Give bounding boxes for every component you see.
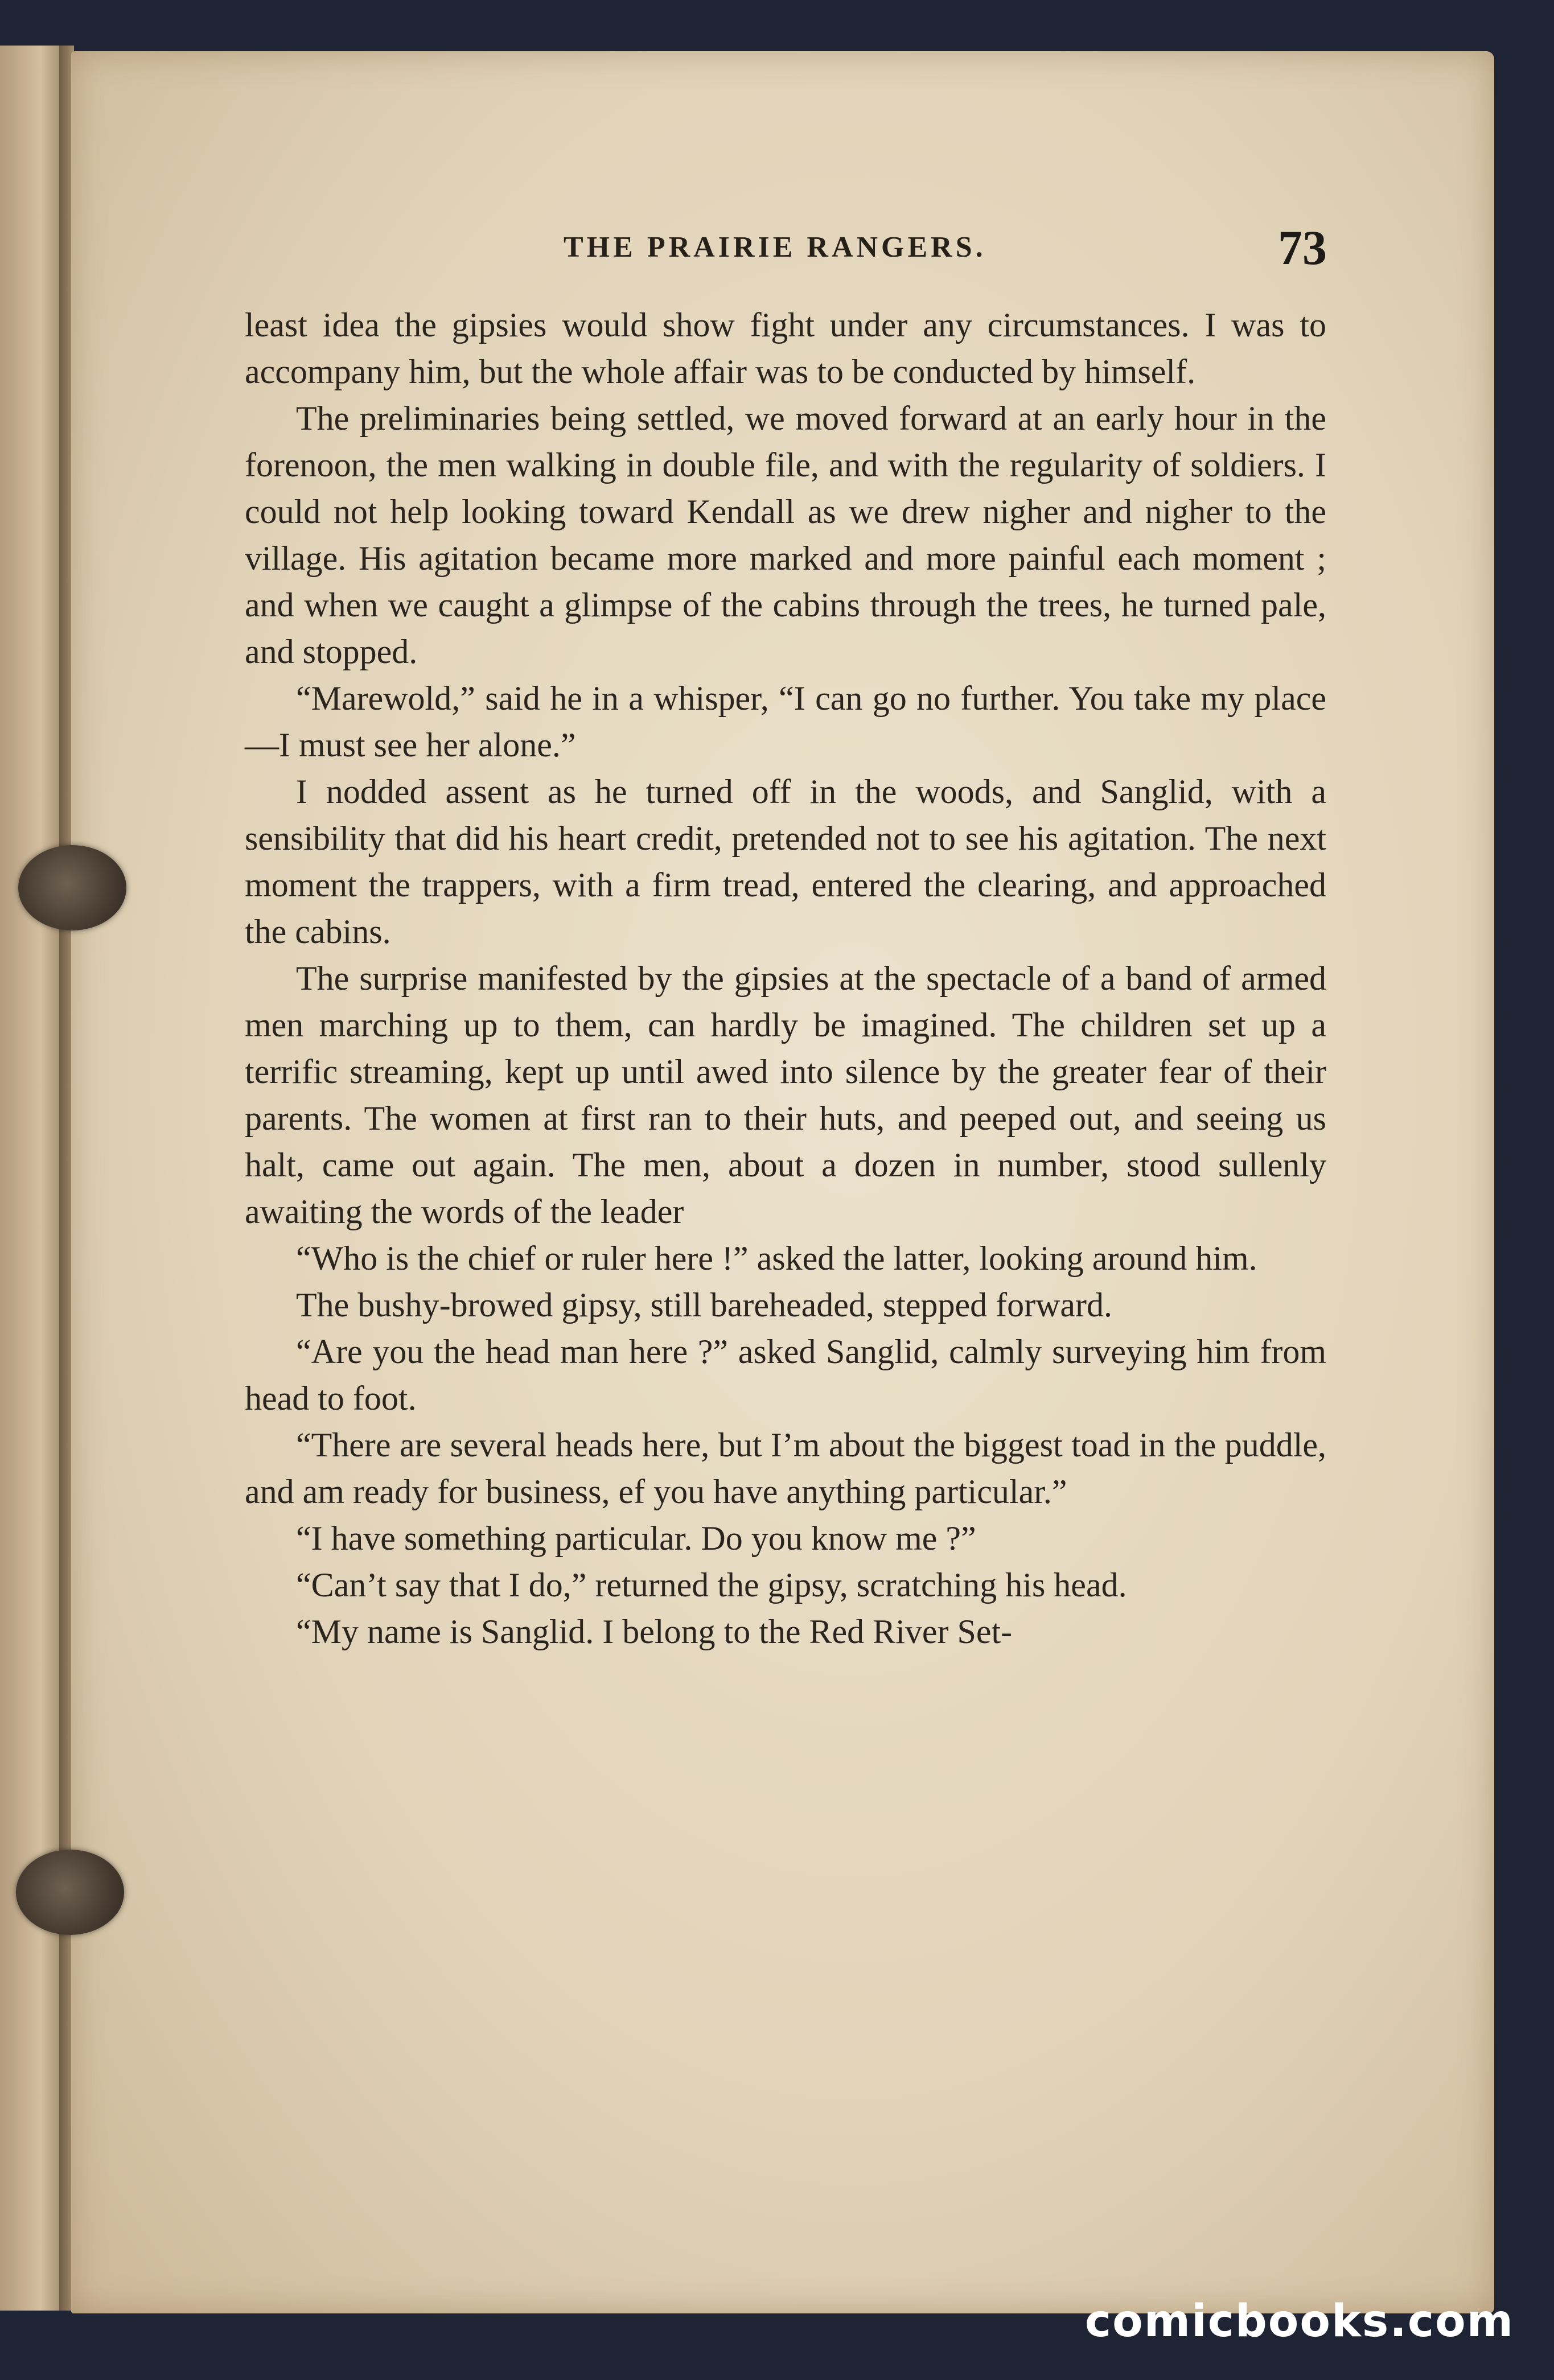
paragraph-4: I nodded assent as he turned off in the woods, and Sanglid, with a sensibility that did his heart credit, pretended not to see his agitation. The next moment the trappers, with a firm tread, entered the clearing, and approached the cabins. <box>245 773 1326 950</box>
binding-staple-bottom <box>16 1850 124 1935</box>
paragraph-12: “My name is Sanglid. I belong to the Red River Set- <box>296 1613 1013 1650</box>
paragraph-3: “Marewold,” said he in a whisper, “I can go no further. You take my place—I must see her alone.” <box>245 680 1326 764</box>
paragraph-11: “Can’t say that I do,” returned the gipsy, scratching his head. <box>296 1566 1127 1604</box>
site-watermark: comicbooks.com <box>1084 2296 1514 2347</box>
paragraph-8: “Are you the head man here ?” asked Sanglid, calmly surveying him from head to foot. <box>245 1333 1326 1417</box>
paragraph-10: “I have something particular. Do you know me ?” <box>296 1520 976 1557</box>
paragraph-1: least idea the gipsies would show fight under any circumstances. I was to accompany him, but the whole affair was to be conducted by himself. <box>245 306 1326 390</box>
paragraph-6: “Who is the chief or ruler here !” asked the latter, looking around him. <box>296 1240 1257 1277</box>
paragraph-2: The preliminaries being settled, we moved forward at an early hour in the forenoon, the men walking in double file, and with the regularity of soldiers. I could not help looking toward Kendall as we drew nigher and nigher to the village. His agitation became more marked and more painful each moment ; and when we caught a glimpse of the cabins through the trees, he turned pale, and stopped. <box>245 400 1326 670</box>
paragraph-9: “There are several heads here, but I’m about the biggest toad in the puddle, and am ready for business, ef you have anything particular.” <box>245 1426 1326 1510</box>
running-title: THE PRAIRIE RANGERS. <box>564 231 986 263</box>
body-text <box>245 302 1326 1655</box>
binding-staple-top <box>18 845 126 930</box>
paragraph-5: The surprise manifested by the gipsies at the spectacle of a band of armed men marching up to them, can hardly be imagined. The children set up a terrific streaming, kept up until awed into silence by the greater fear of their parents. The women at first ran to their huts, and peeped out, and seeing us halt, came out again. The men, about a dozen in number, stood sullenly awaiting the words of the leader <box>245 960 1326 1230</box>
page-number: 73 <box>1278 220 1327 275</box>
paragraph-7: The bushy-browed gipsy, still bareheaded, stepped forward. <box>296 1286 1113 1324</box>
